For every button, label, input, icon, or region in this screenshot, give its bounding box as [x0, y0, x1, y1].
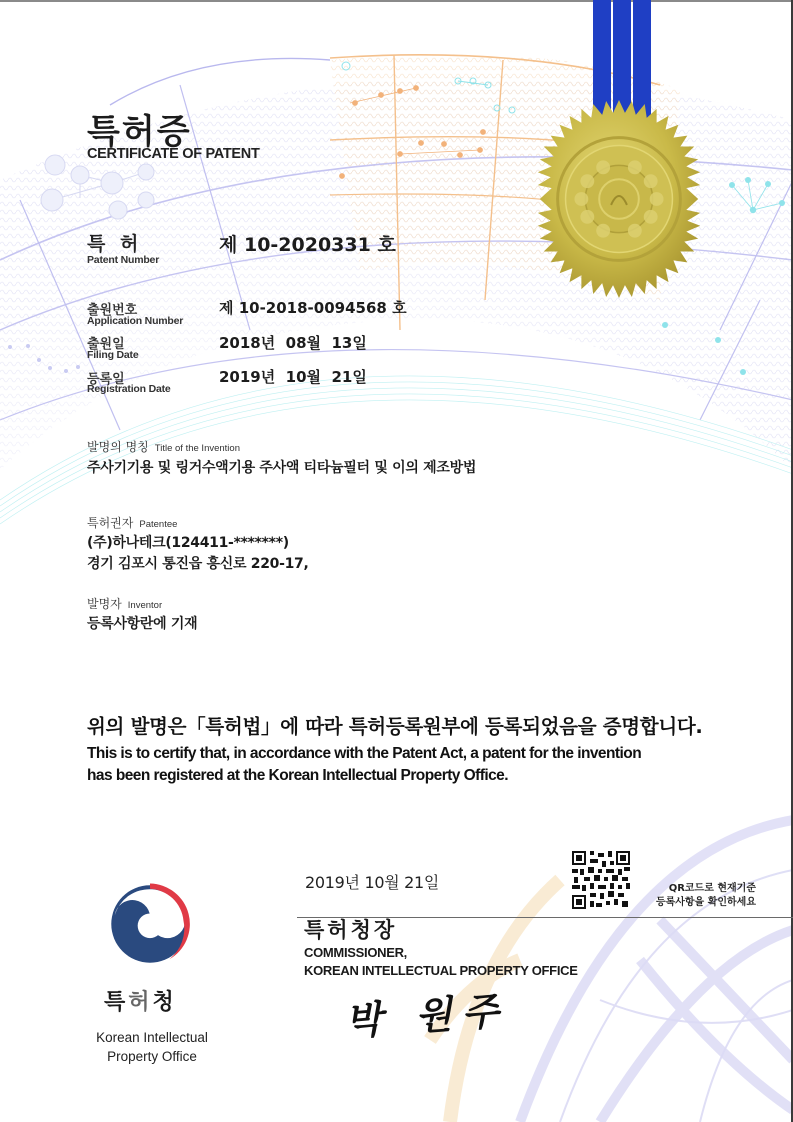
patent-number-label-english: Patent Number	[87, 254, 160, 266]
patentee-label-english: Patentee	[139, 519, 178, 530]
application-number-label-english: Application Number	[87, 315, 184, 327]
scan-edge-top	[0, 0, 793, 2]
patentee-address: 경기 김포시 통진읍 흥신로 220-17,	[87, 556, 309, 572]
certificate-title-korean: 특허증	[87, 112, 192, 152]
commissioner-title-english-line1: COMMISSIONER,	[304, 945, 407, 960]
certification-statement-korean: 위의 발명은「특허법」에 따라 특허등록원부에 등록되었음을 증명합니다.	[87, 715, 703, 738]
patentee-name: (주)하나테크(124411-*******)	[87, 535, 289, 551]
taegeuk-emblem-icon	[106, 880, 194, 968]
application-number-label-korean: 출원번호	[87, 303, 138, 318]
inventor-value: 등록사항란에 기재	[87, 616, 198, 632]
office-name-char-2: 허	[128, 990, 153, 1015]
certification-statement-english-line1: This is to certify that, in accordance with the Patent Act, a patent for the invention	[87, 745, 642, 762]
certification-statement-english-line2: has been registered at the Korean Intellectual Property Office.	[87, 767, 509, 784]
certificate-title-english: CERTIFICATE OF PATENT	[87, 146, 260, 162]
office-name-english-line1: Korean Intellectual	[96, 1030, 208, 1045]
registration-date-label-english: Registration Date	[87, 383, 171, 395]
gold-seal-icon	[520, 100, 718, 298]
commissioner-title-english-line2: KOREAN INTELLECTUAL PROPERTY OFFICE	[304, 963, 578, 978]
invention-title-label-english: Title of the Invention	[154, 443, 240, 454]
filing-date-label-english: Filing Date	[87, 349, 139, 361]
patent-number-value: 제 10-2020331 호	[219, 234, 396, 256]
office-name-korean	[104, 985, 177, 1016]
patent-number-label-korean: 특 허	[87, 233, 143, 255]
filing-date-label-korean: 출원일	[87, 337, 125, 352]
filing-date-value: 2018년 08월 13일	[219, 334, 367, 352]
qr-caption-line1: QR코드로 현재기준	[668, 883, 756, 894]
registration-date-value: 2019년 10월 21일	[219, 368, 367, 386]
application-number-value: 제 10-2018-0094568 호	[219, 299, 407, 317]
inventor-label-english: Inventor	[127, 600, 163, 611]
patentee-label	[87, 514, 177, 531]
invention-title-label-korean: 발명의 명칭	[87, 440, 149, 454]
invention-title-value: 주사기기용 및 링거수액기용 주사액 티타늄필터 및 이의 제조방법	[87, 460, 477, 476]
office-name-english-line2: Property Office	[107, 1049, 197, 1064]
inventor-label-korean: 발명자	[87, 597, 122, 611]
invention-title-label	[87, 438, 240, 455]
office-name-char-3: 청	[152, 990, 177, 1015]
office-name-english	[82, 1028, 222, 1066]
registration-date-label-korean: 등록일	[87, 372, 125, 387]
qr-code-icon[interactable]	[572, 851, 630, 909]
issue-date: 2019년 10월 21일	[305, 873, 440, 892]
qr-caption-line2: 등록사항을 확인하세요	[655, 897, 756, 908]
commissioner-signature: 박 원주	[343, 987, 510, 1044]
commissioner-title-korean: 특허청장	[304, 918, 398, 942]
patentee-label-korean: 특허권자	[87, 516, 134, 530]
office-name-char-1: 특	[104, 990, 129, 1015]
inventor-label	[87, 595, 162, 612]
qr-caption	[640, 882, 756, 910]
